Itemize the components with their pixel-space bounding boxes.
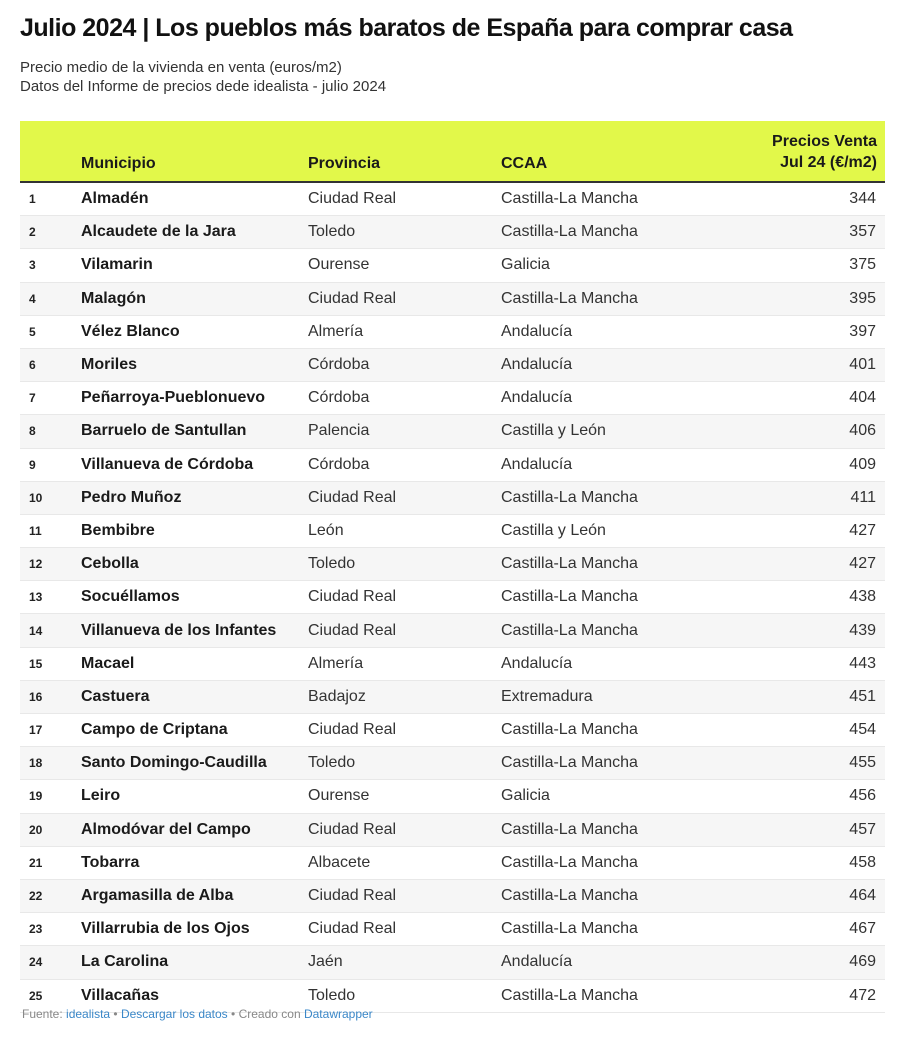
row-provincia: Ciudad Real (308, 721, 397, 739)
column-header-provincia[interactable]: Provincia (308, 155, 381, 172)
row-precio: 457 (849, 820, 876, 838)
table-row (20, 382, 885, 415)
row-precio: 344 (849, 190, 876, 208)
row-precio: 458 (849, 853, 876, 871)
table-row (20, 316, 885, 349)
row-rank: 15 (29, 656, 43, 671)
row-ccaa: Castilla-La Mancha (501, 920, 638, 938)
footer (22, 1007, 373, 1021)
row-provincia: Ciudad Real (308, 887, 397, 905)
row-precio: 464 (849, 887, 876, 905)
table-row (20, 648, 885, 681)
row-provincia: Albacete (308, 853, 371, 871)
table-row (20, 880, 885, 913)
row-rank: 10 (29, 490, 43, 505)
row-rank: 16 (29, 689, 43, 704)
row-ccaa: Galicia (501, 787, 550, 805)
row-precio: 397 (849, 322, 876, 340)
table-row (20, 216, 885, 249)
row-precio: 404 (849, 389, 876, 407)
row-provincia: Ciudad Real (308, 289, 397, 307)
datawrapper-link[interactable]: Datawrapper (303, 1007, 373, 1021)
table-row (20, 847, 885, 880)
row-precio: 472 (849, 986, 876, 1004)
row-precio: 451 (849, 687, 876, 705)
row-ccaa: Andalucía (501, 322, 573, 340)
row-provincia: Badajoz (308, 687, 366, 705)
row-ccaa: Castilla-La Mancha (501, 853, 638, 871)
row-rank: 6 (29, 358, 36, 373)
row-ccaa: Castilla-La Mancha (501, 289, 638, 307)
subtitle-line-1: Precio medio de la vivienda en venta (euros/m2) (20, 59, 342, 76)
row-municipio: Villanueva de los Infantes (81, 621, 277, 639)
row-municipio: Villarrubia de los Ojos (81, 920, 250, 938)
row-provincia: Ciudad Real (308, 621, 397, 639)
row-rank: 21 (29, 855, 43, 870)
table-row (20, 449, 885, 482)
row-municipio: Vilamarin (81, 256, 153, 274)
download-data-link[interactable]: Descargar los datos (120, 1007, 228, 1021)
row-municipio: Malagón (81, 289, 146, 307)
row-rank: 24 (29, 955, 43, 970)
subtitle (20, 58, 386, 96)
column-header-precio-line-2: Jul 24 (€/m2) (780, 154, 877, 171)
row-precio: 395 (849, 289, 876, 307)
row-ccaa: Castilla-La Mancha (501, 887, 638, 905)
table-row (20, 482, 885, 515)
row-precio: 455 (849, 754, 876, 772)
row-precio: 401 (849, 356, 876, 374)
row-ccaa: Andalucía (501, 356, 573, 374)
row-ccaa: Castilla-La Mancha (501, 555, 638, 573)
table-row (20, 681, 885, 714)
row-rank: 14 (29, 623, 43, 638)
row-municipio: Castuera (81, 687, 150, 705)
row-provincia: Ciudad Real (308, 190, 397, 208)
table-row (20, 515, 885, 548)
row-municipio: Moriles (81, 356, 138, 374)
row-municipio: Villacañas (81, 986, 159, 1004)
table-row (20, 548, 885, 581)
row-municipio: Campo de Criptana (81, 721, 228, 739)
row-ccaa: Castilla-La Mancha (501, 190, 638, 208)
row-precio: 469 (849, 953, 876, 971)
row-rank: 20 (29, 822, 43, 837)
row-ccaa: Castilla y León (501, 422, 606, 440)
row-rank: 23 (29, 922, 43, 937)
row-ccaa: Castilla-La Mancha (501, 621, 638, 639)
table-row (20, 814, 885, 847)
row-provincia: Córdoba (308, 455, 370, 473)
row-municipio: Almadén (81, 190, 149, 208)
footer-separator: • (231, 1007, 236, 1021)
table-row (20, 249, 885, 282)
row-precio: 456 (849, 787, 876, 805)
row-provincia: Almería (308, 322, 364, 340)
row-ccaa: Andalucía (501, 389, 573, 407)
row-provincia: Palencia (308, 422, 370, 440)
row-provincia: Almería (308, 654, 364, 672)
row-precio: 411 (850, 488, 876, 506)
row-ccaa: Castilla-La Mancha (501, 986, 638, 1004)
row-ccaa: Castilla-La Mancha (501, 721, 638, 739)
row-ccaa: Castilla-La Mancha (501, 754, 638, 772)
table-row (20, 581, 885, 614)
table-row (20, 349, 885, 382)
table-row (20, 913, 885, 946)
row-rank: 18 (29, 756, 43, 771)
row-municipio: Argamasilla de Alba (81, 887, 234, 905)
row-precio: 454 (849, 721, 876, 739)
table-row (20, 614, 885, 647)
table-body (20, 183, 885, 1013)
row-municipio: Alcaudete de la Jara (81, 223, 236, 241)
row-precio: 427 (849, 555, 876, 573)
row-provincia: León (308, 521, 344, 539)
footer-source-label: Fuente: (22, 1007, 63, 1021)
row-provincia: Toledo (308, 223, 356, 241)
row-precio: 409 (849, 455, 876, 473)
row-provincia: Ciudad Real (308, 588, 397, 606)
row-ccaa: Andalucía (501, 654, 573, 672)
row-ccaa: Castilla-La Mancha (501, 488, 638, 506)
row-municipio: Santo Domingo-Caudilla (81, 754, 267, 772)
row-ccaa: Galicia (501, 256, 550, 274)
row-provincia: Córdoba (308, 389, 370, 407)
column-header-precio[interactable] (772, 131, 877, 173)
row-ccaa: Andalucía (501, 455, 573, 473)
row-rank: 19 (29, 789, 43, 804)
row-municipio: La Carolina (81, 953, 169, 971)
row-rank: 13 (29, 590, 43, 605)
row-municipio: Peñarroya-Pueblonuevo (81, 389, 266, 407)
row-rank: 12 (29, 557, 43, 572)
table-row (20, 283, 885, 316)
row-provincia: Jaén (308, 953, 343, 971)
row-municipio: Leiro (81, 787, 121, 805)
row-rank: 3 (29, 258, 36, 273)
row-provincia: Ciudad Real (308, 920, 397, 938)
column-header-municipio[interactable]: Municipio (81, 155, 156, 172)
row-ccaa: Castilla-La Mancha (501, 223, 638, 241)
row-ccaa: Castilla-La Mancha (501, 588, 638, 606)
row-rank: 4 (29, 291, 36, 306)
price-table (20, 121, 885, 1013)
row-rank: 1 (29, 192, 36, 207)
row-precio: 443 (849, 654, 876, 672)
row-municipio: Pedro Muñoz (81, 488, 182, 506)
row-municipio: Cebolla (81, 555, 139, 573)
row-provincia: Ourense (308, 787, 370, 805)
row-precio: 406 (849, 422, 876, 440)
table-row (20, 780, 885, 813)
row-provincia: Toledo (308, 986, 356, 1004)
row-precio: 357 (849, 223, 876, 241)
row-provincia: Toledo (308, 754, 356, 772)
row-precio: 427 (849, 521, 876, 539)
row-precio: 375 (849, 256, 876, 274)
subtitle-line-2: Datos del Informe de precios dede idealista - julio 2024 (20, 78, 387, 95)
row-provincia: Ciudad Real (308, 820, 397, 838)
row-municipio: Villanueva de Córdoba (81, 455, 254, 473)
row-ccaa: Castilla-La Mancha (501, 820, 638, 838)
row-ccaa: Andalucía (501, 953, 573, 971)
row-rank: 2 (29, 225, 36, 240)
column-header-precio-line-1: Precios Venta (772, 133, 877, 150)
row-municipio: Bembibre (81, 521, 155, 539)
row-provincia: Ourense (308, 256, 370, 274)
footer-separator: • (113, 1007, 118, 1021)
page-title: Julio 2024 | Los pueblos más baratos de España para comprar casa (20, 14, 793, 42)
row-rank: 22 (29, 889, 43, 904)
row-precio: 438 (849, 588, 876, 606)
column-header-ccaa[interactable]: CCAA (501, 155, 548, 172)
row-rank: 5 (29, 324, 36, 339)
table-row (20, 747, 885, 780)
row-municipio: Tobarra (81, 853, 140, 871)
row-municipio: Socuéllamos (81, 588, 180, 606)
source-link[interactable]: idealista (66, 1007, 111, 1021)
row-municipio: Vélez Blanco (81, 322, 180, 340)
table-row (20, 415, 885, 448)
row-precio: 439 (849, 621, 876, 639)
row-ccaa: Extremadura (501, 687, 593, 705)
row-municipio: Almodóvar del Campo (81, 820, 251, 838)
row-rank: 8 (29, 424, 36, 439)
row-rank: 11 (29, 523, 42, 538)
row-rank: 9 (29, 457, 36, 472)
row-precio: 467 (849, 920, 876, 938)
row-rank: 25 (29, 988, 43, 1003)
footer-created-label: Creado con (238, 1007, 301, 1021)
row-ccaa: Castilla y León (501, 521, 606, 539)
row-provincia: Ciudad Real (308, 488, 397, 506)
row-municipio: Macael (81, 654, 135, 672)
table-header (20, 121, 885, 183)
table-row (20, 183, 885, 216)
row-provincia: Córdoba (308, 356, 370, 374)
row-rank: 7 (29, 391, 36, 406)
row-rank: 17 (29, 723, 43, 738)
row-municipio: Barruelo de Santullan (81, 422, 247, 440)
table-row (20, 714, 885, 747)
table-row (20, 946, 885, 979)
row-provincia: Toledo (308, 555, 356, 573)
